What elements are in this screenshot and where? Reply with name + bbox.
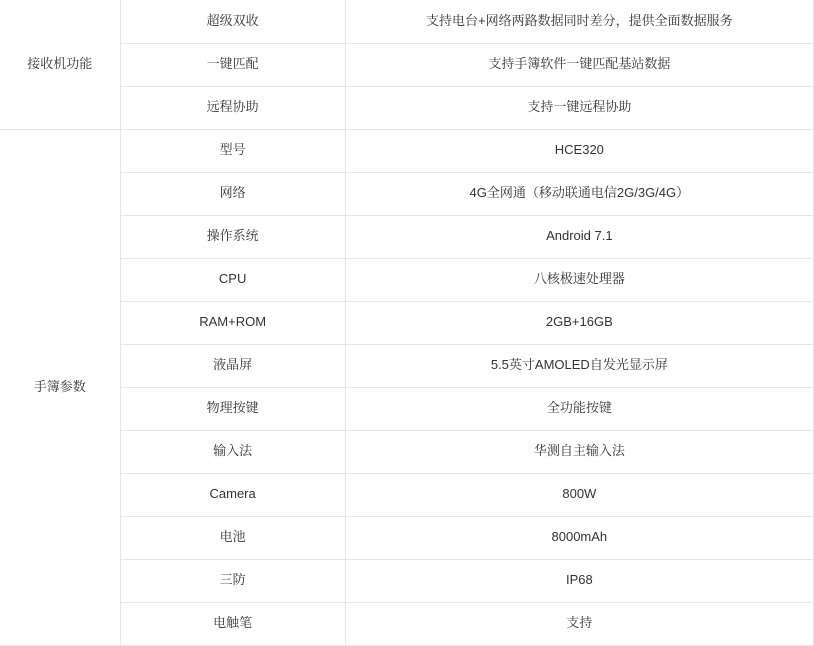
spec-value: 支持一键远程协助	[345, 86, 813, 129]
spec-value: 支持	[345, 602, 813, 645]
table-row	[0, 172, 814, 215]
spec-name: CPU	[120, 258, 345, 301]
spec-value: 支持电台+网络两路数据同时差分，提供全面数据服务	[345, 0, 813, 43]
table-row	[0, 516, 814, 559]
spec-name: 远程协助	[120, 86, 345, 129]
table-row	[0, 559, 814, 602]
table-row	[0, 86, 814, 129]
table-row	[0, 602, 814, 645]
spec-value: Android 7.1	[345, 215, 813, 258]
table-row	[0, 473, 814, 516]
spec-value: 全功能按键	[345, 387, 813, 430]
spec-value: 支持手簿软件一键匹配基站数据	[345, 43, 813, 86]
table-row	[0, 129, 814, 172]
group-label-receiver-functions: 接收机功能	[0, 0, 120, 129]
spec-name: 超级双收	[120, 0, 345, 43]
spec-value: 800W	[345, 473, 813, 516]
spec-value: 4G全网通（移动联通电信2G/3G/4G）	[345, 172, 813, 215]
spec-value: 5.5英寸AMOLED自发光显示屏	[345, 344, 813, 387]
group-label-controller-parameters: 手簿参数	[0, 129, 120, 645]
spec-value: 华测自主输入法	[345, 430, 813, 473]
spec-name: 液晶屏	[120, 344, 345, 387]
spec-name: 电池	[120, 516, 345, 559]
table-row	[0, 387, 814, 430]
table-row	[0, 43, 814, 86]
spec-name: 操作系统	[120, 215, 345, 258]
spec-name: 网络	[120, 172, 345, 215]
spec-name: 型号	[120, 129, 345, 172]
spec-name: 一键匹配	[120, 43, 345, 86]
spec-value: 2GB+16GB	[345, 301, 813, 344]
spec-name: 物理按键	[120, 387, 345, 430]
spec-value: 8000mAh	[345, 516, 813, 559]
table-row	[0, 215, 814, 258]
spec-value: 八核极速处理器	[345, 258, 813, 301]
table-row	[0, 301, 814, 344]
table-row	[0, 430, 814, 473]
table-row	[0, 258, 814, 301]
spec-value: IP68	[345, 559, 813, 602]
table-row	[0, 0, 814, 43]
spec-name: 输入法	[120, 430, 345, 473]
spec-name: 三防	[120, 559, 345, 602]
spec-name: 电触笔	[120, 602, 345, 645]
spec-name: Camera	[120, 473, 345, 516]
spec-value: HCE320	[345, 129, 813, 172]
table-row	[0, 344, 814, 387]
spec-name: RAM+ROM	[120, 301, 345, 344]
